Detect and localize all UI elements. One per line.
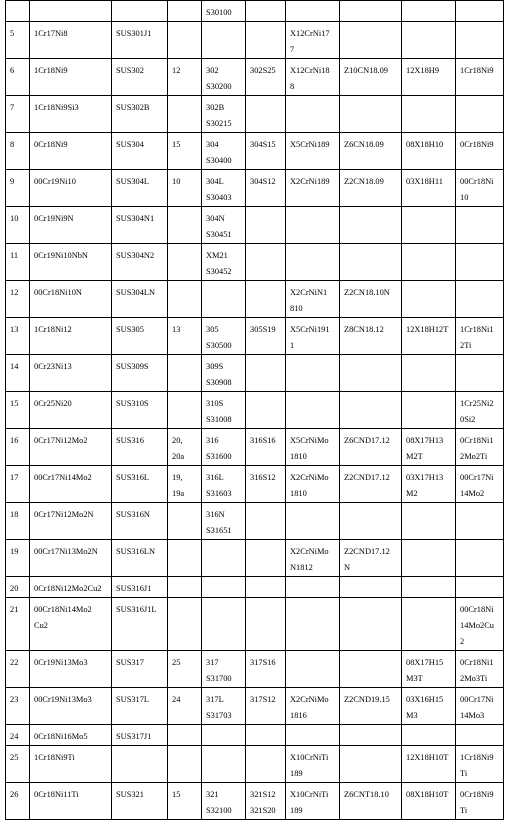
table-cell bbox=[456, 355, 504, 392]
row-number-cell bbox=[6, 1, 30, 22]
table-cell bbox=[246, 392, 286, 429]
table-cell: 309S S30908 bbox=[202, 355, 246, 392]
table-cell: 19, 19a bbox=[168, 466, 202, 503]
table-cell bbox=[456, 577, 504, 598]
table-cell bbox=[340, 244, 402, 281]
table-cell: 03X16H15 M3 bbox=[402, 688, 456, 725]
table-cell: 0Cr25Ni20 bbox=[30, 392, 112, 429]
table-cell bbox=[340, 392, 402, 429]
table-cell bbox=[456, 503, 504, 540]
row-number-cell: 18 bbox=[6, 503, 30, 540]
table-cell: X5CrNi189 bbox=[286, 133, 340, 170]
table-row bbox=[6, 59, 504, 96]
table-row bbox=[6, 170, 504, 207]
table-cell bbox=[402, 392, 456, 429]
table-cell bbox=[340, 207, 402, 244]
table-cell: 1Cr18Ni12 bbox=[30, 318, 112, 355]
table-row bbox=[6, 503, 504, 540]
row-number-cell: 22 bbox=[6, 651, 30, 688]
row-number-cell: 25 bbox=[6, 746, 30, 783]
table-cell: 12X18H9 bbox=[402, 59, 456, 96]
row-number-cell: 11 bbox=[6, 244, 30, 281]
table-row bbox=[6, 355, 504, 392]
table-cell: 302S25 bbox=[246, 59, 286, 96]
table-cell: 00Cr18Ni14Mo2 Cu2 bbox=[30, 598, 112, 651]
table-cell: SUS316 bbox=[112, 429, 168, 466]
table-cell: X2CrNi189 bbox=[286, 170, 340, 207]
table-cell: S30100 bbox=[202, 1, 246, 22]
table-cell: SUS304 bbox=[112, 133, 168, 170]
row-number-cell: 10 bbox=[6, 207, 30, 244]
row-number-cell: 9 bbox=[6, 170, 30, 207]
table-row bbox=[6, 392, 504, 429]
row-number-cell: 26 bbox=[6, 783, 30, 820]
table-cell: X10CrNiTi 189 bbox=[286, 783, 340, 820]
table-cell: 1Cr25Ni2 0Si2 bbox=[456, 392, 504, 429]
table-cell: 321 S32100 bbox=[202, 783, 246, 820]
table-cell: SUS321 bbox=[112, 783, 168, 820]
table-cell bbox=[456, 207, 504, 244]
table-cell bbox=[340, 503, 402, 540]
table-cell: Z2CN18.09 bbox=[340, 170, 402, 207]
table-cell: Z2CND19.15 bbox=[340, 688, 402, 725]
table-row bbox=[6, 96, 504, 133]
table-row bbox=[6, 577, 504, 598]
table-cell bbox=[402, 96, 456, 133]
table-cell bbox=[402, 207, 456, 244]
table-cell: 00Cr17Ni13Mo2N bbox=[30, 540, 112, 577]
table-cell: 25 bbox=[168, 651, 202, 688]
table-cell: 310S S31008 bbox=[202, 392, 246, 429]
row-number-cell: 14 bbox=[6, 355, 30, 392]
table-cell: 08X17H13 M2T bbox=[402, 429, 456, 466]
table-cell: 304S12 bbox=[246, 170, 286, 207]
table-cell bbox=[112, 1, 168, 22]
table-cell bbox=[168, 355, 202, 392]
table-cell: 0Cr19Ni9N bbox=[30, 207, 112, 244]
table-cell: 1Cr18Ni9Ti bbox=[30, 746, 112, 783]
table-cell bbox=[456, 540, 504, 577]
table-cell bbox=[340, 22, 402, 59]
table-row bbox=[6, 746, 504, 783]
table-cell: SUS316N bbox=[112, 503, 168, 540]
table-cell: 0Cr18Ni16Mo5 bbox=[30, 725, 112, 746]
table-cell bbox=[246, 503, 286, 540]
table-cell bbox=[286, 651, 340, 688]
table-cell: SUS305 bbox=[112, 318, 168, 355]
table-cell: SUS316J1L bbox=[112, 598, 168, 651]
table-cell bbox=[286, 355, 340, 392]
table-cell bbox=[246, 746, 286, 783]
table-cell: 302 S30200 bbox=[202, 59, 246, 96]
table-cell: SUS301J1 bbox=[112, 22, 168, 59]
table-cell: 00Cr17Ni 14Mo2 bbox=[456, 466, 504, 503]
table-cell: 305 S30500 bbox=[202, 318, 246, 355]
table-cell bbox=[168, 577, 202, 598]
table-cell bbox=[456, 1, 504, 22]
table-cell: 20, 20a bbox=[168, 429, 202, 466]
table-cell bbox=[246, 22, 286, 59]
table-cell bbox=[340, 746, 402, 783]
table-cell: 00Cr18Ni 14Mo2Cu 2 bbox=[456, 598, 504, 651]
table-cell: 304S15 bbox=[246, 133, 286, 170]
table-cell: XM21 S30452 bbox=[202, 244, 246, 281]
table-cell: 00Cr17Ni 14Mo3 bbox=[456, 688, 504, 725]
table-cell: 302B S30215 bbox=[202, 96, 246, 133]
table-cell: Z10CN18.09 bbox=[340, 59, 402, 96]
table-cell: 304L S30403 bbox=[202, 170, 246, 207]
table-cell: 0Cr18Ni1 2Mo2Ti bbox=[456, 429, 504, 466]
table-cell bbox=[402, 577, 456, 598]
table-cell bbox=[402, 355, 456, 392]
table-cell: 24 bbox=[168, 688, 202, 725]
table-cell: 03X18H11 bbox=[402, 170, 456, 207]
table-cell: Z2CND17.12 N bbox=[340, 540, 402, 577]
table-cell: Z2CN18.10N bbox=[340, 281, 402, 318]
table-cell: 0Cr18Ni1 2Mo3Ti bbox=[456, 651, 504, 688]
table-cell: SUS310S bbox=[112, 392, 168, 429]
table-cell: 0Cr19Ni13Mo3 bbox=[30, 651, 112, 688]
table-cell: 304 S30400 bbox=[202, 133, 246, 170]
table-cell bbox=[30, 1, 112, 22]
table-cell: 08X17H15 M3T bbox=[402, 651, 456, 688]
table-row bbox=[6, 22, 504, 59]
table-cell: Z6CNT18.10 bbox=[340, 783, 402, 820]
table-cell: X2CrNiN1 810 bbox=[286, 281, 340, 318]
table-row bbox=[6, 783, 504, 820]
table-cell: 00Cr17Ni14Mo2 bbox=[30, 466, 112, 503]
table-cell bbox=[286, 1, 340, 22]
table-cell bbox=[456, 96, 504, 133]
table-cell bbox=[168, 598, 202, 651]
table-cell bbox=[246, 598, 286, 651]
table-cell bbox=[246, 207, 286, 244]
table-cell bbox=[402, 244, 456, 281]
row-number-cell: 20 bbox=[6, 577, 30, 598]
table-cell bbox=[168, 207, 202, 244]
table-cell: 1Cr17Ni8 bbox=[30, 22, 112, 59]
table-cell bbox=[168, 540, 202, 577]
table-cell: 00Cr18Ni 10 bbox=[456, 170, 504, 207]
table-cell: Z6CND17.12 bbox=[340, 429, 402, 466]
table-cell: SUS317 bbox=[112, 651, 168, 688]
row-number-cell: 8 bbox=[6, 133, 30, 170]
table-cell: SUS302 bbox=[112, 59, 168, 96]
table-cell: 317L S31703 bbox=[202, 688, 246, 725]
table-cell: X5CrNi191 1 bbox=[286, 318, 340, 355]
table-cell bbox=[340, 1, 402, 22]
table-row bbox=[6, 688, 504, 725]
table-cell: SUS302B bbox=[112, 96, 168, 133]
table-cell: X10CrNiTi 189 bbox=[286, 746, 340, 783]
table-cell bbox=[286, 503, 340, 540]
table-cell: 1Cr18Ni9 bbox=[456, 59, 504, 96]
table-cell bbox=[168, 281, 202, 318]
table-cell: 0Cr18Ni9 bbox=[30, 133, 112, 170]
table-cell: 08X18H10 bbox=[402, 133, 456, 170]
table-cell bbox=[402, 540, 456, 577]
table-cell bbox=[202, 22, 246, 59]
table-cell: 317 S31700 bbox=[202, 651, 246, 688]
table-cell bbox=[402, 22, 456, 59]
table-cell bbox=[246, 1, 286, 22]
table-cell: Z8CN18.12 bbox=[340, 318, 402, 355]
row-number-cell: 12 bbox=[6, 281, 30, 318]
table-row bbox=[6, 598, 504, 651]
row-number-cell: 13 bbox=[6, 318, 30, 355]
table-cell bbox=[246, 577, 286, 598]
table-cell: SUS317L bbox=[112, 688, 168, 725]
table-cell: 321S12 321S20 bbox=[246, 783, 286, 820]
table-cell: X2CrNiMo 1816 bbox=[286, 688, 340, 725]
table-cell: 0Cr23Ni13 bbox=[30, 355, 112, 392]
row-number-cell: 17 bbox=[6, 466, 30, 503]
table-cell: 12X18H12T bbox=[402, 318, 456, 355]
table-cell bbox=[112, 746, 168, 783]
table-cell bbox=[456, 281, 504, 318]
table-cell bbox=[456, 22, 504, 59]
table-cell bbox=[286, 392, 340, 429]
table-cell: 317S16 bbox=[246, 651, 286, 688]
table-cell: SUS304L bbox=[112, 170, 168, 207]
table-cell: 15 bbox=[168, 783, 202, 820]
table-row bbox=[6, 540, 504, 577]
table-cell: SUS304LN bbox=[112, 281, 168, 318]
table-cell: SUS309S bbox=[112, 355, 168, 392]
table-cell: 304N S30451 bbox=[202, 207, 246, 244]
row-number-cell: 6 bbox=[6, 59, 30, 96]
table-cell bbox=[168, 244, 202, 281]
table-row bbox=[6, 466, 504, 503]
table-cell bbox=[340, 577, 402, 598]
table-cell: 305S19 bbox=[246, 318, 286, 355]
table-row bbox=[6, 281, 504, 318]
table-cell bbox=[286, 96, 340, 133]
table-cell: 0Cr17Ni12Mo2N bbox=[30, 503, 112, 540]
table-cell: X12CrNi18 8 bbox=[286, 59, 340, 96]
table-cell bbox=[402, 598, 456, 651]
table-row bbox=[6, 429, 504, 466]
table-row bbox=[6, 1, 504, 22]
table-cell: X2CrNiMo N1812 bbox=[286, 540, 340, 577]
table-cell bbox=[246, 96, 286, 133]
table-cell bbox=[202, 577, 246, 598]
table-cell bbox=[246, 281, 286, 318]
table-cell: 00Cr19Ni10 bbox=[30, 170, 112, 207]
table-cell bbox=[340, 355, 402, 392]
row-number-cell: 7 bbox=[6, 96, 30, 133]
table-cell: 0Cr18Ni9 bbox=[456, 133, 504, 170]
table-cell: 1Cr18Ni9 bbox=[30, 59, 112, 96]
table-cell bbox=[286, 207, 340, 244]
table-cell bbox=[202, 540, 246, 577]
table-cell: 316S16 bbox=[246, 429, 286, 466]
table-cell bbox=[340, 96, 402, 133]
table-cell bbox=[286, 598, 340, 651]
table-cell: 08X18H10T bbox=[402, 783, 456, 820]
table-row bbox=[6, 651, 504, 688]
table-cell bbox=[202, 746, 246, 783]
row-number-cell: 5 bbox=[6, 22, 30, 59]
table-cell: Z6CN18.09 bbox=[340, 133, 402, 170]
table-cell: 00Cr19Ni13Mo3 bbox=[30, 688, 112, 725]
table-cell bbox=[202, 598, 246, 651]
row-number-cell: 24 bbox=[6, 725, 30, 746]
table-cell: 00Cr18Ni10N bbox=[30, 281, 112, 318]
table-cell bbox=[246, 244, 286, 281]
row-number-cell: 23 bbox=[6, 688, 30, 725]
table-cell bbox=[286, 244, 340, 281]
table-row bbox=[6, 244, 504, 281]
table-cell: 316 S31600 bbox=[202, 429, 246, 466]
table-cell: 12X18H10T bbox=[402, 746, 456, 783]
table-row bbox=[6, 207, 504, 244]
table-cell: X12CrNi17 7 bbox=[286, 22, 340, 59]
table-row bbox=[6, 318, 504, 355]
table-cell: SUS316LN bbox=[112, 540, 168, 577]
row-number-cell: 16 bbox=[6, 429, 30, 466]
table-cell bbox=[456, 244, 504, 281]
table-cell: Z2CND17.12 bbox=[340, 466, 402, 503]
table-cell: 0Cr19Ni10NbN bbox=[30, 244, 112, 281]
table-cell: X2CrNiMo 1810 bbox=[286, 466, 340, 503]
table-cell: 13 bbox=[168, 318, 202, 355]
table-cell bbox=[168, 392, 202, 429]
table-cell bbox=[286, 577, 340, 598]
table-cell: SUS317J1 bbox=[112, 725, 168, 746]
table-cell bbox=[402, 281, 456, 318]
table-cell bbox=[340, 651, 402, 688]
table-cell bbox=[246, 355, 286, 392]
steel-grade-table bbox=[5, 0, 504, 820]
row-number-cell: 19 bbox=[6, 540, 30, 577]
table-cell: 10 bbox=[168, 170, 202, 207]
table-row bbox=[6, 133, 504, 170]
table-cell bbox=[202, 281, 246, 318]
table-cell: 316N S31651 bbox=[202, 503, 246, 540]
table-cell: X5CrNiMo 1810 bbox=[286, 429, 340, 466]
table-cell: 0Cr18Ni9 Ti bbox=[456, 783, 504, 820]
table-cell bbox=[246, 540, 286, 577]
table-cell: 316L S31603 bbox=[202, 466, 246, 503]
table-cell bbox=[402, 503, 456, 540]
table-cell: 0Cr18Ni11Ti bbox=[30, 783, 112, 820]
table-cell bbox=[168, 96, 202, 133]
table-cell bbox=[168, 1, 202, 22]
table-cell: 317S12 bbox=[246, 688, 286, 725]
table-cell: 15 bbox=[168, 133, 202, 170]
table-cell: SUS304N2 bbox=[112, 244, 168, 281]
table-cell: 12 bbox=[168, 59, 202, 96]
table-cell bbox=[168, 503, 202, 540]
table-cell: 1Cr18Ni9Si3 bbox=[30, 96, 112, 133]
table-cell bbox=[168, 746, 202, 783]
row-number-cell: 21 bbox=[6, 598, 30, 651]
table-cell: SUS316J1 bbox=[112, 577, 168, 598]
row-number-cell: 15 bbox=[6, 392, 30, 429]
table-cell: 1Cr18Ni1 2Ti bbox=[456, 318, 504, 355]
table-cell: 03X17H13 M2 bbox=[402, 466, 456, 503]
table-cell: 0Cr17Ni12Mo2 bbox=[30, 429, 112, 466]
table-cell: 316S12 bbox=[246, 466, 286, 503]
table-cell bbox=[402, 1, 456, 22]
table-cell: 0Cr18Ni12Mo2Cu2 bbox=[30, 577, 112, 598]
table-cell: 1Cr18Ni9 Ti bbox=[456, 746, 504, 783]
table-cell: SUS316L bbox=[112, 466, 168, 503]
table-cell: SUS304N1 bbox=[112, 207, 168, 244]
table-cell bbox=[168, 22, 202, 59]
table-cell bbox=[340, 598, 402, 651]
